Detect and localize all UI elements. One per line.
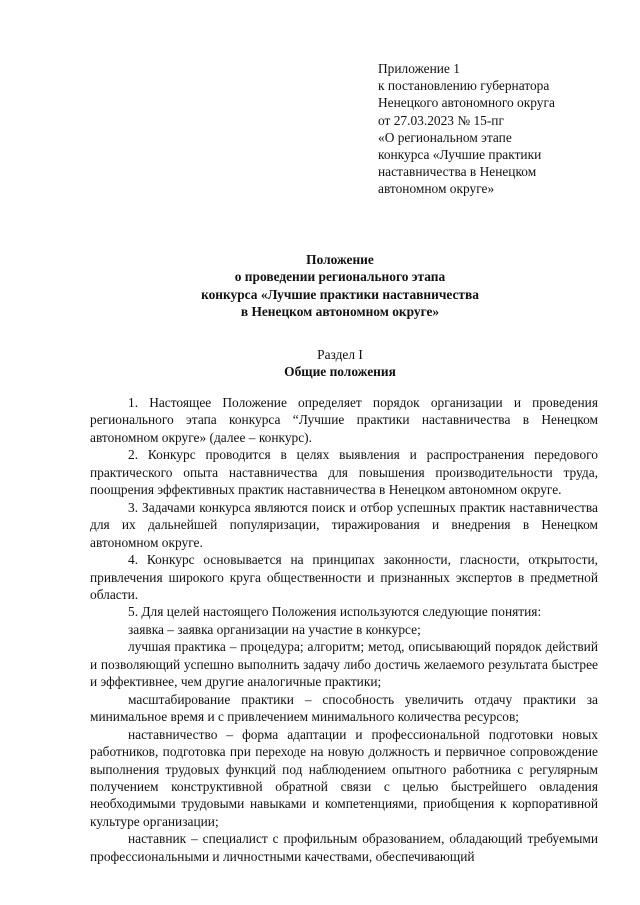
section-heading: Общие положения (284, 364, 396, 380)
appendix-line: от 27.03.2023 № 15-пг (378, 112, 504, 128)
appendix-line: «О региональном этапе (378, 129, 512, 145)
paragraph: 1. Настоящее Положение определяет порядок организации и проведения регионального этапа конкурса “Лучшие практики наставничества в Ненецком автономном округе» (далее – конкурс). (90, 395, 598, 445)
document-title (90, 251, 590, 321)
paragraph: 3. Задачами конкурса являются поиск и отбор успешных практик наставничества для их дальнейшей популяризации, тиражирования и внедрения в Ненецком автономном округе. (90, 499, 598, 550)
title-line: Положение (306, 252, 374, 267)
title-line: о проведении регионального этапа (234, 269, 446, 285)
appendix-line: Приложение 1 (378, 61, 460, 76)
title-line: в Ненецком автономном округе» (240, 304, 440, 320)
paragraph: 4. Конкурс основывается на принципах законности, гласности, открытости, привлечения широкого круга общественности и признанных экспертов в предметной области. (90, 552, 598, 602)
paragraph: наставничество – форма адаптации и профессиональной подготовки новых работников, подготовка при переходе на новую должность и первичное сопровождение выполнения трудовых функций под наблюдением опытного работника с регулярным получением конструктивной обратной связи с целью быстрейшего овладения необходимыми трудовыми навыками и компетенциями, приобщения к корпоративной культуре организации; (90, 726, 598, 829)
title-line: конкурса «Лучшие практики наставничества (201, 286, 479, 302)
appendix-line: наставничества в Ненецком (378, 164, 537, 180)
appendix-line: конкурса «Лучшие практики (378, 147, 542, 163)
section-label: Раздел I (317, 347, 363, 362)
paragraph: 2. Конкурс проводится в целях выявления и распространения передового практического опыта наставничества для повышения производительности труда, поощрения эффективных практик наставничества в Ненецком автономном округе. (90, 447, 598, 498)
paragraph: 5. Для целей настоящего Положения используются следующие понятия: (128, 604, 542, 620)
section-header (90, 346, 590, 381)
document-body (90, 394, 598, 865)
appendix-block (378, 60, 608, 198)
paragraph: заявка – заявка организации на участие в конкурсе; (128, 621, 421, 637)
paragraph: масштабирование практики – способность увеличить отдачу практики за минимальное время и с привлечением минимального количества ресурсов; (90, 691, 598, 725)
paragraph: наставник – специалист с профильным образованием, обладающий требуемыми профессиональными и личностными качествами, обеспечивающий (90, 831, 598, 864)
appendix-line: к постановлению губернатора (378, 78, 550, 94)
appendix-line: автономном округе» (378, 181, 495, 197)
paragraph: лучшая практика – процедура; алгоритм; метод, описывающий порядок действий и позволяющий успешно выполнить задачу либо достичь желаемого результата быстрее и эффективнее, чем другие аналогичные практики; (90, 639, 598, 690)
appendix-line: Ненецкого автономного округа (378, 95, 555, 111)
